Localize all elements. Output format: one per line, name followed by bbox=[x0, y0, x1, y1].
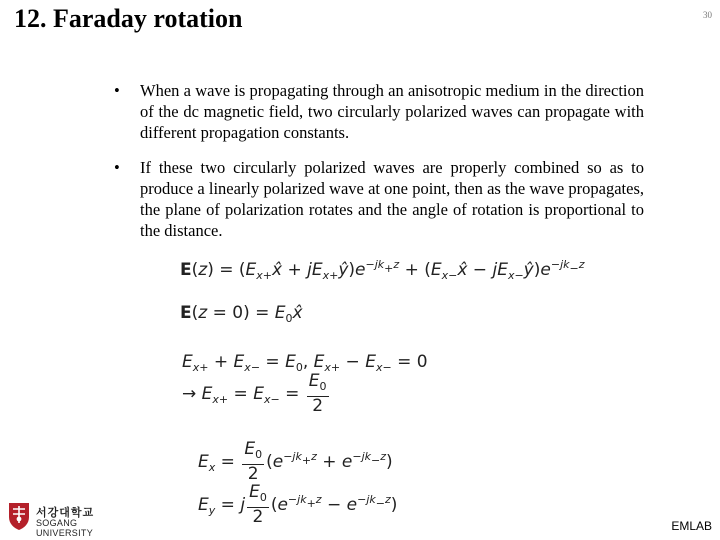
page-number: 30 bbox=[703, 10, 712, 20]
equation-field-definition: $E(z) = (E_{x+}x̂$ + $jE_{x+}ŷ)e^{-jk_+z}$ + ($E_{x-}x̂$ − $jE_{x-}ŷ)e^{-jk_-z}$ bbox=[180, 258, 585, 282]
university-emblem-icon bbox=[6, 501, 32, 531]
equation-ey-component: $E_y = j$ $\frac{E_0}{2}$ $(e^{-jk_+z} - e^{-jk_-z})$ bbox=[198, 482, 398, 527]
equation-amplitude-solution: → $E_{x+} = E_{x-}$ = $\frac{E_0}{2}$ bbox=[182, 371, 327, 416]
bullet-list bbox=[114, 80, 644, 241]
bullet-text: When a wave is propagating through an anisotropic medium in the direction of the dc magnetic field, two circularly polarized waves can propagate with different propagation constants. bbox=[140, 81, 644, 142]
logo-english-text: SOGANG UNIVERSITY bbox=[36, 518, 94, 538]
logo-korean-text: 서강대학교 bbox=[36, 506, 95, 519]
equation-amplitude-relations: $E_{x+} + E_{x-} = E_0$, $E_{x+} - E_{x-} = 0$ bbox=[182, 352, 428, 374]
bullet-icon: • bbox=[114, 81, 120, 100]
equation-ex-component: $E_x$ = $\frac{E_0}{2}$ $(e^{-jk_+z} + e^{-jk_-z})$ bbox=[198, 439, 393, 484]
footer-label: EMLAB bbox=[671, 519, 712, 533]
equation-boundary-condition: $E(z = 0) = E_0x̂$ bbox=[180, 303, 303, 325]
bullet-item bbox=[114, 80, 644, 143]
bullet-icon: • bbox=[114, 158, 120, 177]
bullet-item bbox=[114, 157, 644, 241]
slide-title: 12. Faraday rotation bbox=[14, 4, 243, 33]
university-logo bbox=[6, 501, 110, 538]
bullet-text: If these two circularly polarized waves are properly combined so as to produce a linearly polarized wave at one point, then as the wave propagates, the plane of polarization rotates and the angle of rotation is proportional to the distance. bbox=[140, 158, 644, 240]
